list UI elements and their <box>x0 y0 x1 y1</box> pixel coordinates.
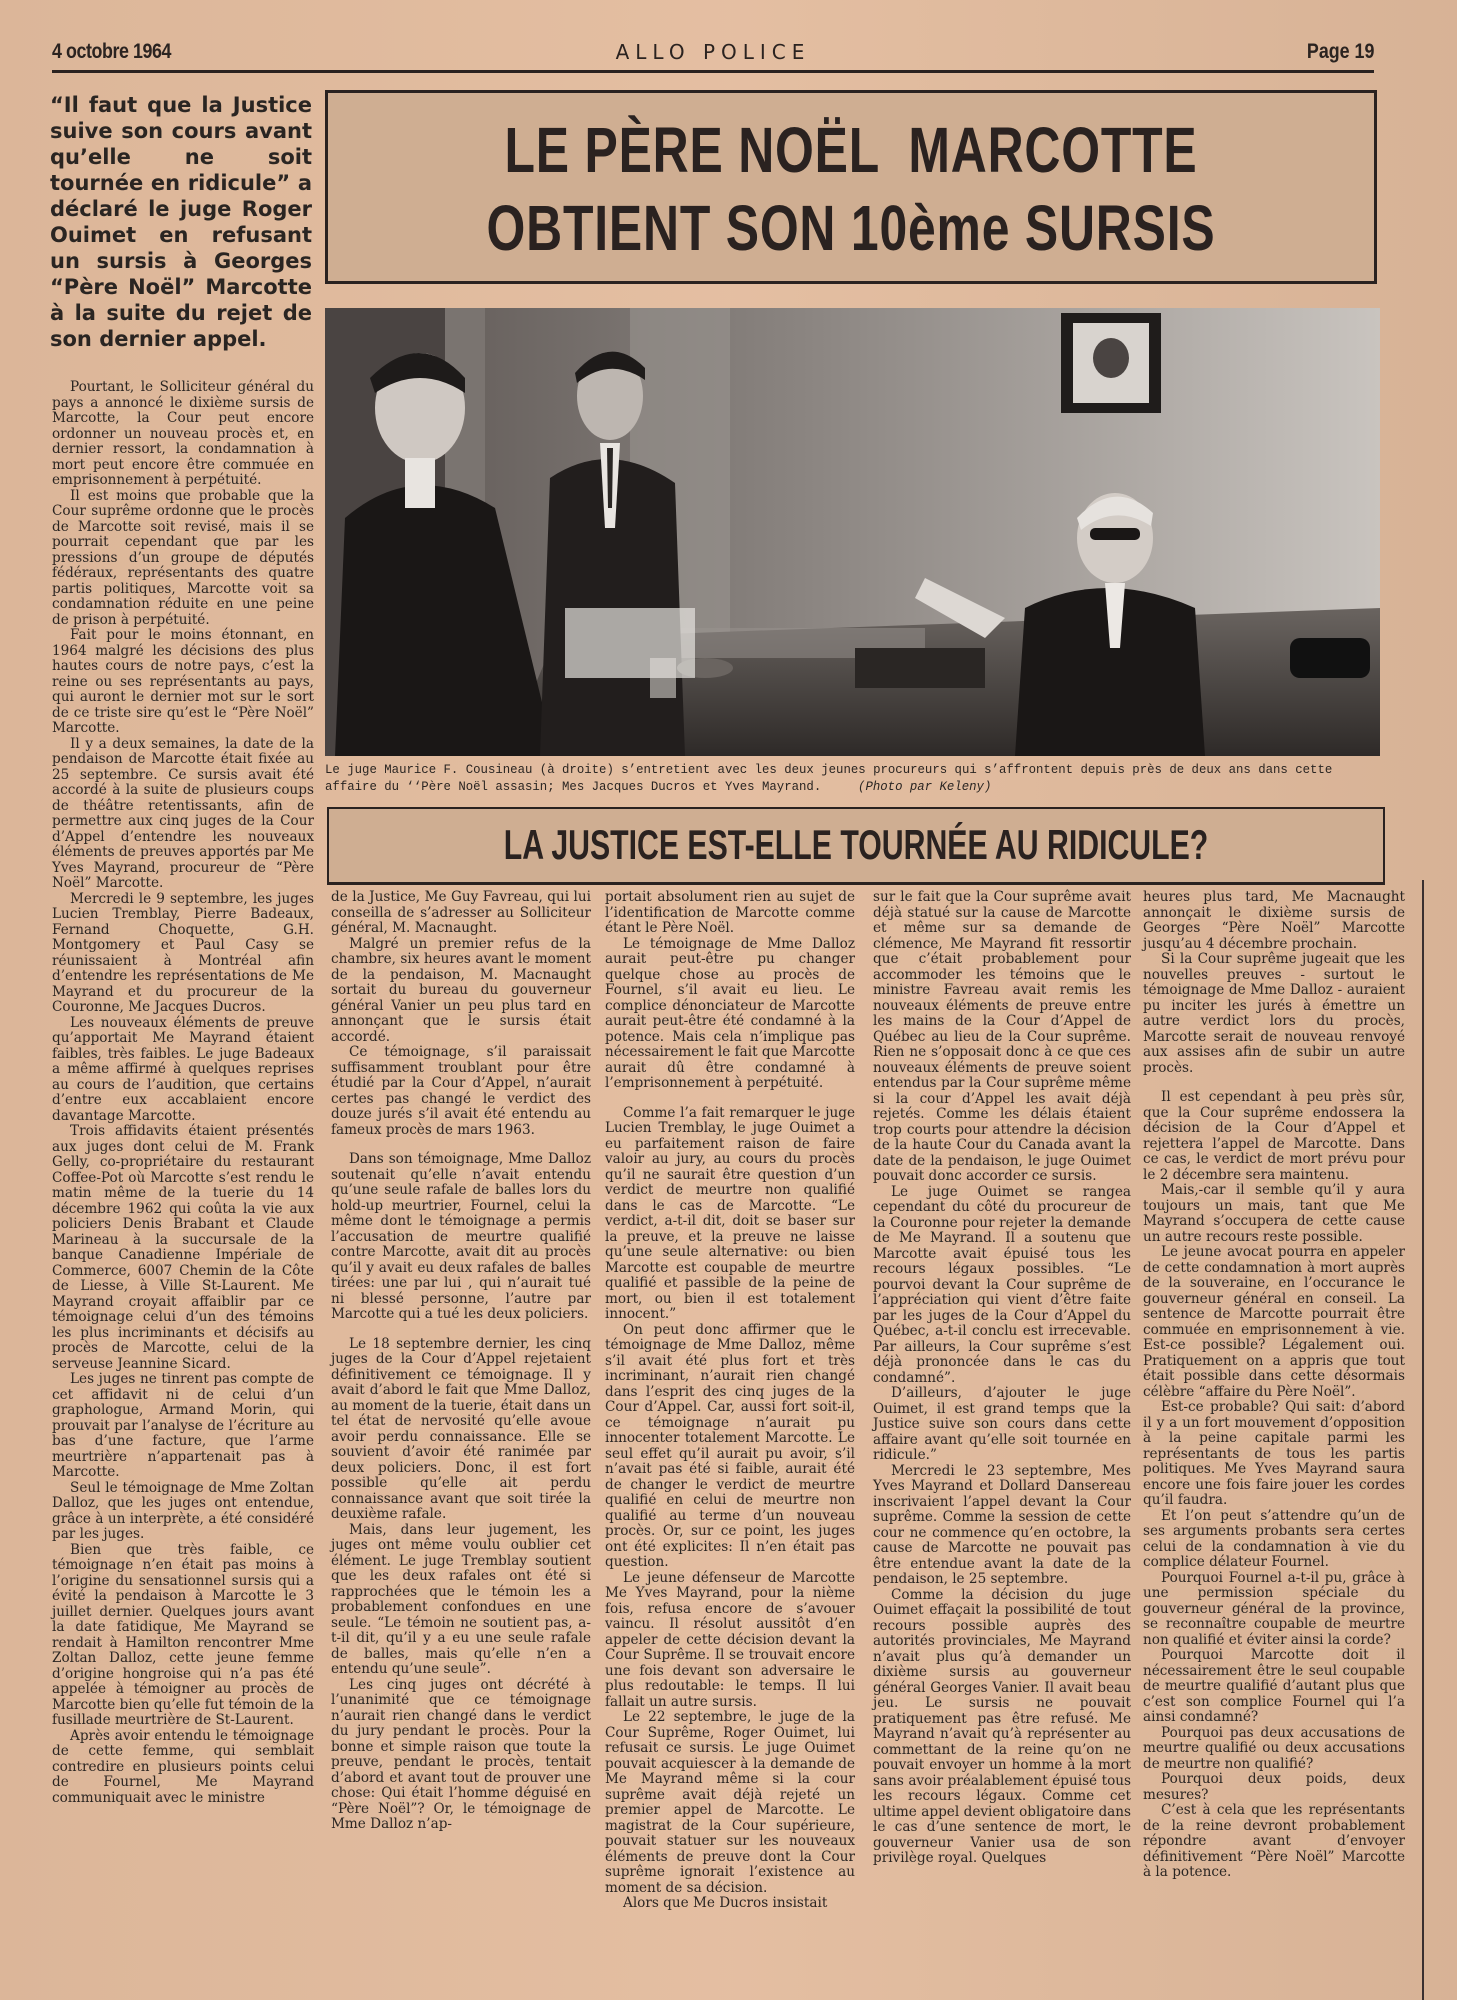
paragraph: Pourtant, le Solliciteur général du pays a annoncé le dixième sursis de Marcotte, la Cour peut encore ordonner un nouveau procès et, en dernier ressort, la condamnation à mort peut encore être commuée en emprisonnement à perpétuité. <box>52 379 314 488</box>
paragraph: sur le fait que la Cour suprême avait déjà statué sur la cause de Marcotte et même sur sa demande de clémence, Me Mayrand fit ressortir que c’était probablement pour accommoder les témoins que le ministre Favreau avait remis les nouveaux éléments de preuve entre les mains de la Cour d’Appel de Québec au lieu de la Cour suprême. Rien ne s’opposait donc à ce que ces nouveaux éléments de preuve soient entendus par la Cour suprême même si la cour d’Appel les avait déjà rejetés. Comme les délais étaient trop courts pour attendre la décision de la haute Cour du Canada avant la date de la pendaison, le juge Ouimet pouvait donc accorder ce sursis. <box>873 889 1131 1184</box>
article-column-2 <box>331 890 591 1833</box>
paragraph: Le juge Ouimet se rangea cependant du côté du procureur de la Couronne pour rejeter la demande de Me Mayrand. Il a soutenu que Marcotte avait épuisé tous les recours légaux possibles. “Le pourvoi devant la Cour suprême de l’appréciation qui vient d’être faite par les juges de la Cour d’Appel du Québec, a-t-il conclu est irrecevable. Par ailleurs, la Cour suprême s’est déjà prononcée dans le cas du condamné”. <box>873 1183 1131 1386</box>
paragraph: Malgré un premier refus de la chambre, six heures avant le moment de la pendaison, M. Macnaught sortait du bureau du gouverneur général Vanier un peu plus tard en annonçant que le sursis était accordé. <box>331 935 591 1045</box>
paragraph: Bien que très faible, ce témoignage n’en était pas moins à l’origine du sensationnel sursis qui a évité la pendaison à Marcotte le 3 juillet dernier. Quelques jours avant la date fatidique, Me Mayrand se rendait à Hamilton rencontrer Mme Zoltan Dalloz, cette jeune femme d’origine hongroise qui n’a pas été appelée à témoigner au procès de Marcotte bien qu’elle fut témoin de la fusillade meurtrière de St-Laurent. <box>52 1541 314 1728</box>
publication-title: ALLO POLICE <box>615 40 811 64</box>
subhead-box <box>327 807 1385 885</box>
photo-credit: (Photo par Keleny) <box>858 780 992 794</box>
paragraph: C’est à cela que les représentants de la reine devront probablement répondre avant d’envoyer définitivement “Père Noël” Marcotte à la potence. <box>1143 1802 1405 1880</box>
headline-box <box>325 90 1377 284</box>
paragraph: Il y a deux semaines, la date de la pendaison de Marcotte était fixée au 25 septembre. Ce sursis avait été accordé à la suite de plusieurs coups de théâtre retentissants, afin de permettre aux cinq juges de la Cour d’Appel d’entendre les nouveaux éléments de preuves apportés par Me Yves Mayrand, procureur de “Père Noël” Marcotte. <box>52 735 314 891</box>
paragraph: Mercredi le 9 septembre, les juges Lucien Tremblay, Pierre Badeaux, Fernand Choquette, G.H. Montgomery et Paul Casy se réunissaient à Montréal afin d’entendre les représentations de Me Mayrand et du procureur de la Couronne, Me Jacques Ducros. <box>52 890 314 1015</box>
paragraph: Et l’on peut s’attendre qu’un de ses arguments probants sera certes celui de la condamnation à vie du complice délateur Fournel. <box>1143 1507 1405 1570</box>
paragraph: Pourquoi deux poids, deux mesures? <box>1143 1771 1405 1803</box>
paragraph: Mercredi le 23 septembre, Mes Yves Mayrand et Dollard Dansereau inscrivaient l’appel devant la Cour suprême. Comme la session de cette cour ne commence qu’en octobre, la cause de Marcotte ne pouvait pas être entendue avant la date de la pendaison, le 25 septembre. <box>873 1462 1131 1587</box>
paragraph: Dans son témoignage, Mme Dalloz soutenait qu’elle n’avait entendu qu’une seule rafale de balles lors du hold-up meurtrier, Fournel, celui la même dont le témoignage a permis l’accusation de meurtre qualifié contre Marcotte, avait dit au procès qu’il y avait eu deux rafales de balles tirées: une par lui , qui n’aurait tué ni blessé personne, l’autre par Marcotte qui a tué les deux policiers. <box>331 1151 591 1322</box>
paragraph: Si la Cour suprême jugeait que les nouvelles preuves - surtout le témoignage de Mme Dalloz - auraient pu inciter les jurés à émettre un autre verdict lors du procès, Marcotte serait de nouveau renvoyé aux assises afin de subir un autre procès. <box>1143 951 1405 1076</box>
paragraph: Trois affidavits étaient présentés aux juges dont celui de M. Frank Gelly, co-propriétaire du restaurant Coffee-Pot où Marcotte s’est rendu le matin même de la tuerie du 14 décembre 1962 qui coûta la vie aux policiers Denis Brabant et Claude Marineau à la succursale de la banque Canadienne Impériale de Commerce, 6007 Chemin de la Côte de Liesse, à Ville St-Laurent. Me Mayrand croyait affaiblir par ce témoignage celui d’un des témoins les plus incriminants et décisifs au procès de Marcotte, celui de la serveuse Jeannine Sicard. <box>52 1123 314 1372</box>
paragraph: Le jeune défenseur de Marcotte Me Yves Mayrand, pour la nième fois, refusa encore de s’avouer vaincu. Il résolut aussitôt d’en appeler de cette décision devant la Cour Suprême. Il se trouvait encore une fois devant son adversaire le plus redoutable: le temps. Il lui fallait un autre sursis. <box>605 1569 855 1710</box>
paragraph: Seul le témoignage de Mme Zoltan Dalloz, que les juges ont entendue, grâce à un interprète, a été considéré par les juges. <box>52 1479 314 1542</box>
masthead-rule <box>52 70 1374 73</box>
paragraph: Mais,-car il semble qu’il y aura toujours un mais, tant que Me Mayrand s’occupera de cette cause un autre recours reste possible. <box>1143 1182 1405 1245</box>
paragraph: heures plus tard, Me Macnaught annonçait le dixième sursis de Georges “Père Noël” Marcotte jusqu’au 4 décembre prochain. <box>1143 889 1405 952</box>
paragraph: Les juges ne tinrent pas compte de cet affidavit ni de celui d’un graphologue, Armand Morin, qui prouvait par l’analyse de l’écriture au bas d’une facture, que l’arme meurtrière n’appartenait pas à Marcotte. <box>52 1371 314 1480</box>
article-column-3 <box>605 890 855 1912</box>
article-column-4 <box>873 890 1131 1867</box>
paragraph: Le jeune avocat pourra en appeler de cette condamnation à mort auprès de la souveraine, en l’occurance le gouverneur général en conseil. La sentence de Marcotte pourrait être commuée en emprisonnement à vie. Est-ce possible? Légalement oui. Pratiquement on a appris que tout était possible dans cette désormais célèbre “affaire du Père Noël”. <box>1143 1244 1405 1400</box>
paragraph: Le 22 septembre, le juge de la Cour Suprême, Roger Ouimet, lui refusait ce sursis. Le juge Ouimet pouvait acquiescer à la demande de Me Mayrand même si la cour suprême avait déjà rejeté un premier appel de Marcotte. Le magistrat de la Cour supérieure, pouvait statuer sur les nouveaux éléments de preuve dont la Cour suprême ignorait l’existence au moment de sa décision. <box>605 1709 855 1896</box>
caption-text: Le juge Maurice F. Cousineau (à droite) s’entretient avec les deux jeunes procureurs qui s’affrontent depuis près de deux ans dans cette affaire du ‘‘Père Noël assasin; Mes Jacques Ducros et Yves Mayrand. <box>325 763 1333 794</box>
paragraph: Les cinq juges ont décrété à l’unanimité que ce témoignage n’aurait rien changé dans le verdict du jury pendant le procès. Pour la bonne et simple raison que toute la preuve, pendant le procès, tentait d’abord et avant tout de prouver une chose: Qui était l’homme déguisé en “Père Noël”? Or, le témoignage de Mme Dalloz n’ap- <box>331 1676 591 1832</box>
subheadline: LA JUSTICE EST-ELLE TOURNÉE AU RIDICULE? <box>503 821 1209 868</box>
paragraph: Pourquoi Marcotte doit il nécessairement être le seul coupable de meurtre qualifié d’autant plus que c’est son complice Fournel qui l’a ainsi condamné? <box>1143 1647 1405 1725</box>
headline-line-1: LE PÈRE NOËL MARCOTTE <box>504 114 1198 186</box>
article-column-5 <box>1143 890 1405 1881</box>
paragraph: Ce témoignage, s’il paraissait suffisamment troublant pour être étudié par la Cour d’Appel, n’aurait certes pas changé le verdict des douze jurés s’il avait été entendu au fameux procès de mars 1963. <box>331 1044 591 1138</box>
paragraph: Le 18 septembre dernier, les cinq juges de la Cour d’Appel rejetaient définitivement ce témoignage. Il y avait d’abord le fait que Mme Dalloz, au moment de la tuerie, était dans un tel état de nervosité qu’elle avoue avoir perdu connaissance. Elle se souvient d’avoir été ranimée par deux policiers. Donc, il est fort possible qu’elle ait perdu connaissance avant que soit tirée la deuxième rafale. <box>331 1335 591 1522</box>
paragraph: On peut donc affirmer que le témoignage de Mme Dalloz, même s’il avait été plus fort et très incriminant, n’aurait rien changé dans l’esprit des cinq juges de la Cour d’Appel. Car, aussi fort soit-il, ce témoignage n’aurait pu innocenter totalement Marcotte. Le seul effet qu’il aurait pu avoir, s’il n’avait pas été si faible, aurait été de changer le verdict de meurtre qualifié en celui de meurtre non qualifié au terme d’un nouveau procès. Or, sur ce point, les juges ont été explicites: Il n’en était pas question. <box>605 1321 855 1570</box>
paragraph: Pourquoi pas deux accusations de meurtre qualifié ou deux accusations de meurtre non qualifié? <box>1143 1724 1405 1772</box>
article-column-1 <box>52 380 314 1806</box>
paragraph: Les nouveaux éléments de preuve qu’apportait Me Mayrand étaient faibles, très faibles. Le juge Badeaux a même affirmé à quelques reprises au cours de l’audition, que certains d’entre eux accablaient encore davantage Marcotte. <box>52 1014 314 1124</box>
headline-line-2: OBTIENT SON 10ème SURSIS <box>486 192 1216 264</box>
photo-illustration-icon <box>325 308 1380 756</box>
column-rule <box>1422 880 1424 2000</box>
paragraph: Il est moins que probable que la Cour suprême ordonne que le procès de Marcotte soit revisé, mais il se pourrait cependant que par les pressions d’un groupe de députés fédéraux, représentants des quatre partis politiques, Marcotte voit sa condamnation réduite en une peine de prison à perpétuité. <box>52 487 314 628</box>
paragraph: portait absolument rien au sujet de l’identification de Marcotte comme étant le Père Noël. <box>605 889 855 936</box>
paragraph: Est-ce probable? Qui sait: d’abord il y a un fort mouvement d’opposition à la peine capitale parmi les représentants de tous les partis politiques. Me Yves Mayrand saura encore une fois faire jouer les cordes qu’il faudra. <box>1143 1399 1405 1508</box>
paragraph: Alors que Me Ducros insistait <box>623 1895 828 1911</box>
paragraph: Mais, dans leur jugement, les juges ont même voulu oublier cet élément. Le juge Tremblay soutient que les deux rafales ont été si rapprochées que le témoin les a probablement confondues en une seule. “Le témoin ne soutient pas, a-t-il dit, qu’il y a eu une seule rafale de balles, mais qu’elle n’en a entendu qu’une seule”. <box>331 1521 591 1677</box>
page-number: Page 19 <box>1306 40 1374 63</box>
paragraph: Il est cependant à peu près sûr, que la Cour suprême endossera la décision de la Cour d’Appel et rejettera l’appel de Marcotte. Dans ce cas, le verdict de mort prévu pour le 2 décembre sera maintenu. <box>1143 1089 1405 1183</box>
masthead <box>52 38 1374 68</box>
paragraph: Comme l’a fait remarquer le juge Lucien Tremblay, le juge Ouimet a eu parfaitement raison de faire valoir au jury, au cours du procès qu’il ne saurait être question d’un verdict de meurtre non qualifié dans le cas de Marcotte. “Le verdict, a-t-il dit, doit se baser sur la preuve, et la preuve ne laisse qu’une seule alternative: ou bien Marcotte est coupable de meurtre qualifié et passible de la peine de mort, ou bien il est totalement innocent.” <box>605 1104 855 1322</box>
paragraph: Pourquoi Fournel a-t-il pu, grâce à une permission spéciale du gouverneur général de la province, se reconnaître coupable de meurtre non qualifié et éviter ainsi la corde? <box>1143 1569 1405 1648</box>
issue-date: 4 octobre 1964 <box>52 40 172 63</box>
paragraph: de la Justice, Me Guy Favreau, qui lui conseilla de s’adresser au Solliciteur général, M. Macnaught. <box>331 889 591 936</box>
paragraph: Le témoignage de Mme Dalloz aurait peut-être pu changer quelque chose au procès de Fournel, s’il avait eu lieu. Le complice dénonciateur de Marcotte aurait peut-être été condamné à la potence. Mais cela n’implique pas nécessairement le fait que Marcotte aurait dû être condamné à l’emprisonnement à perpétuité. <box>605 935 855 1091</box>
news-photo <box>325 308 1380 756</box>
paragraph: Fait pour le moins étonnant, en 1964 malgré les décisions des plus hautes cours de notre pays, c’est la reine ou ses représentants au pays, qui auront le dernier mot sur le sort de ce triste sire qu’est le “Père Noël” Marcotte. <box>52 627 314 736</box>
photo-caption <box>325 762 1364 796</box>
lead-quote: “Il faut que la Justice suive son cours avant qu’elle ne soit tournée en ridicule” a déclaré le juge Roger Ouimet en refusant un sursis à Georges “Père Noël” Marcotte à la suite du rejet de son dernier appel. <box>50 93 312 351</box>
paragraph: Après avoir entendu le témoignage de cette femme, qui semblait contredire en plusieurs points celui de Fournel, Me Mayrand communiquait avec le ministre <box>52 1727 314 1806</box>
paragraph: D’ailleurs, d’ajouter le juge Ouimet, il est grand temps que la Justice suive son cours dans cette affaire avant qu’elle soit tournée en ridicule.” <box>873 1385 1131 1463</box>
paragraph: Comme la décision du juge Ouimet effaçait la possibilité de tout recours possible auprès des autorités provinciales, Me Mayrand n’avait plus qu’à demander un dixième sursis au gouverneur général Georges Vanier. Il avait beau jeu. Le sursis ne pouvait pratiquement pas être refusé. Me Mayrand n’avait qu’à représenter au commettant de la reine qu’on ne pouvait envoyer un homme à la mort sans avoir préalablement épuisé tous les recours légaux. Comme cet ultime appel devient obligatoire dans le cas d’une sentence de mort, le gouverneur Vanier usa de son privilège royal. Quelques <box>873 1586 1131 1866</box>
